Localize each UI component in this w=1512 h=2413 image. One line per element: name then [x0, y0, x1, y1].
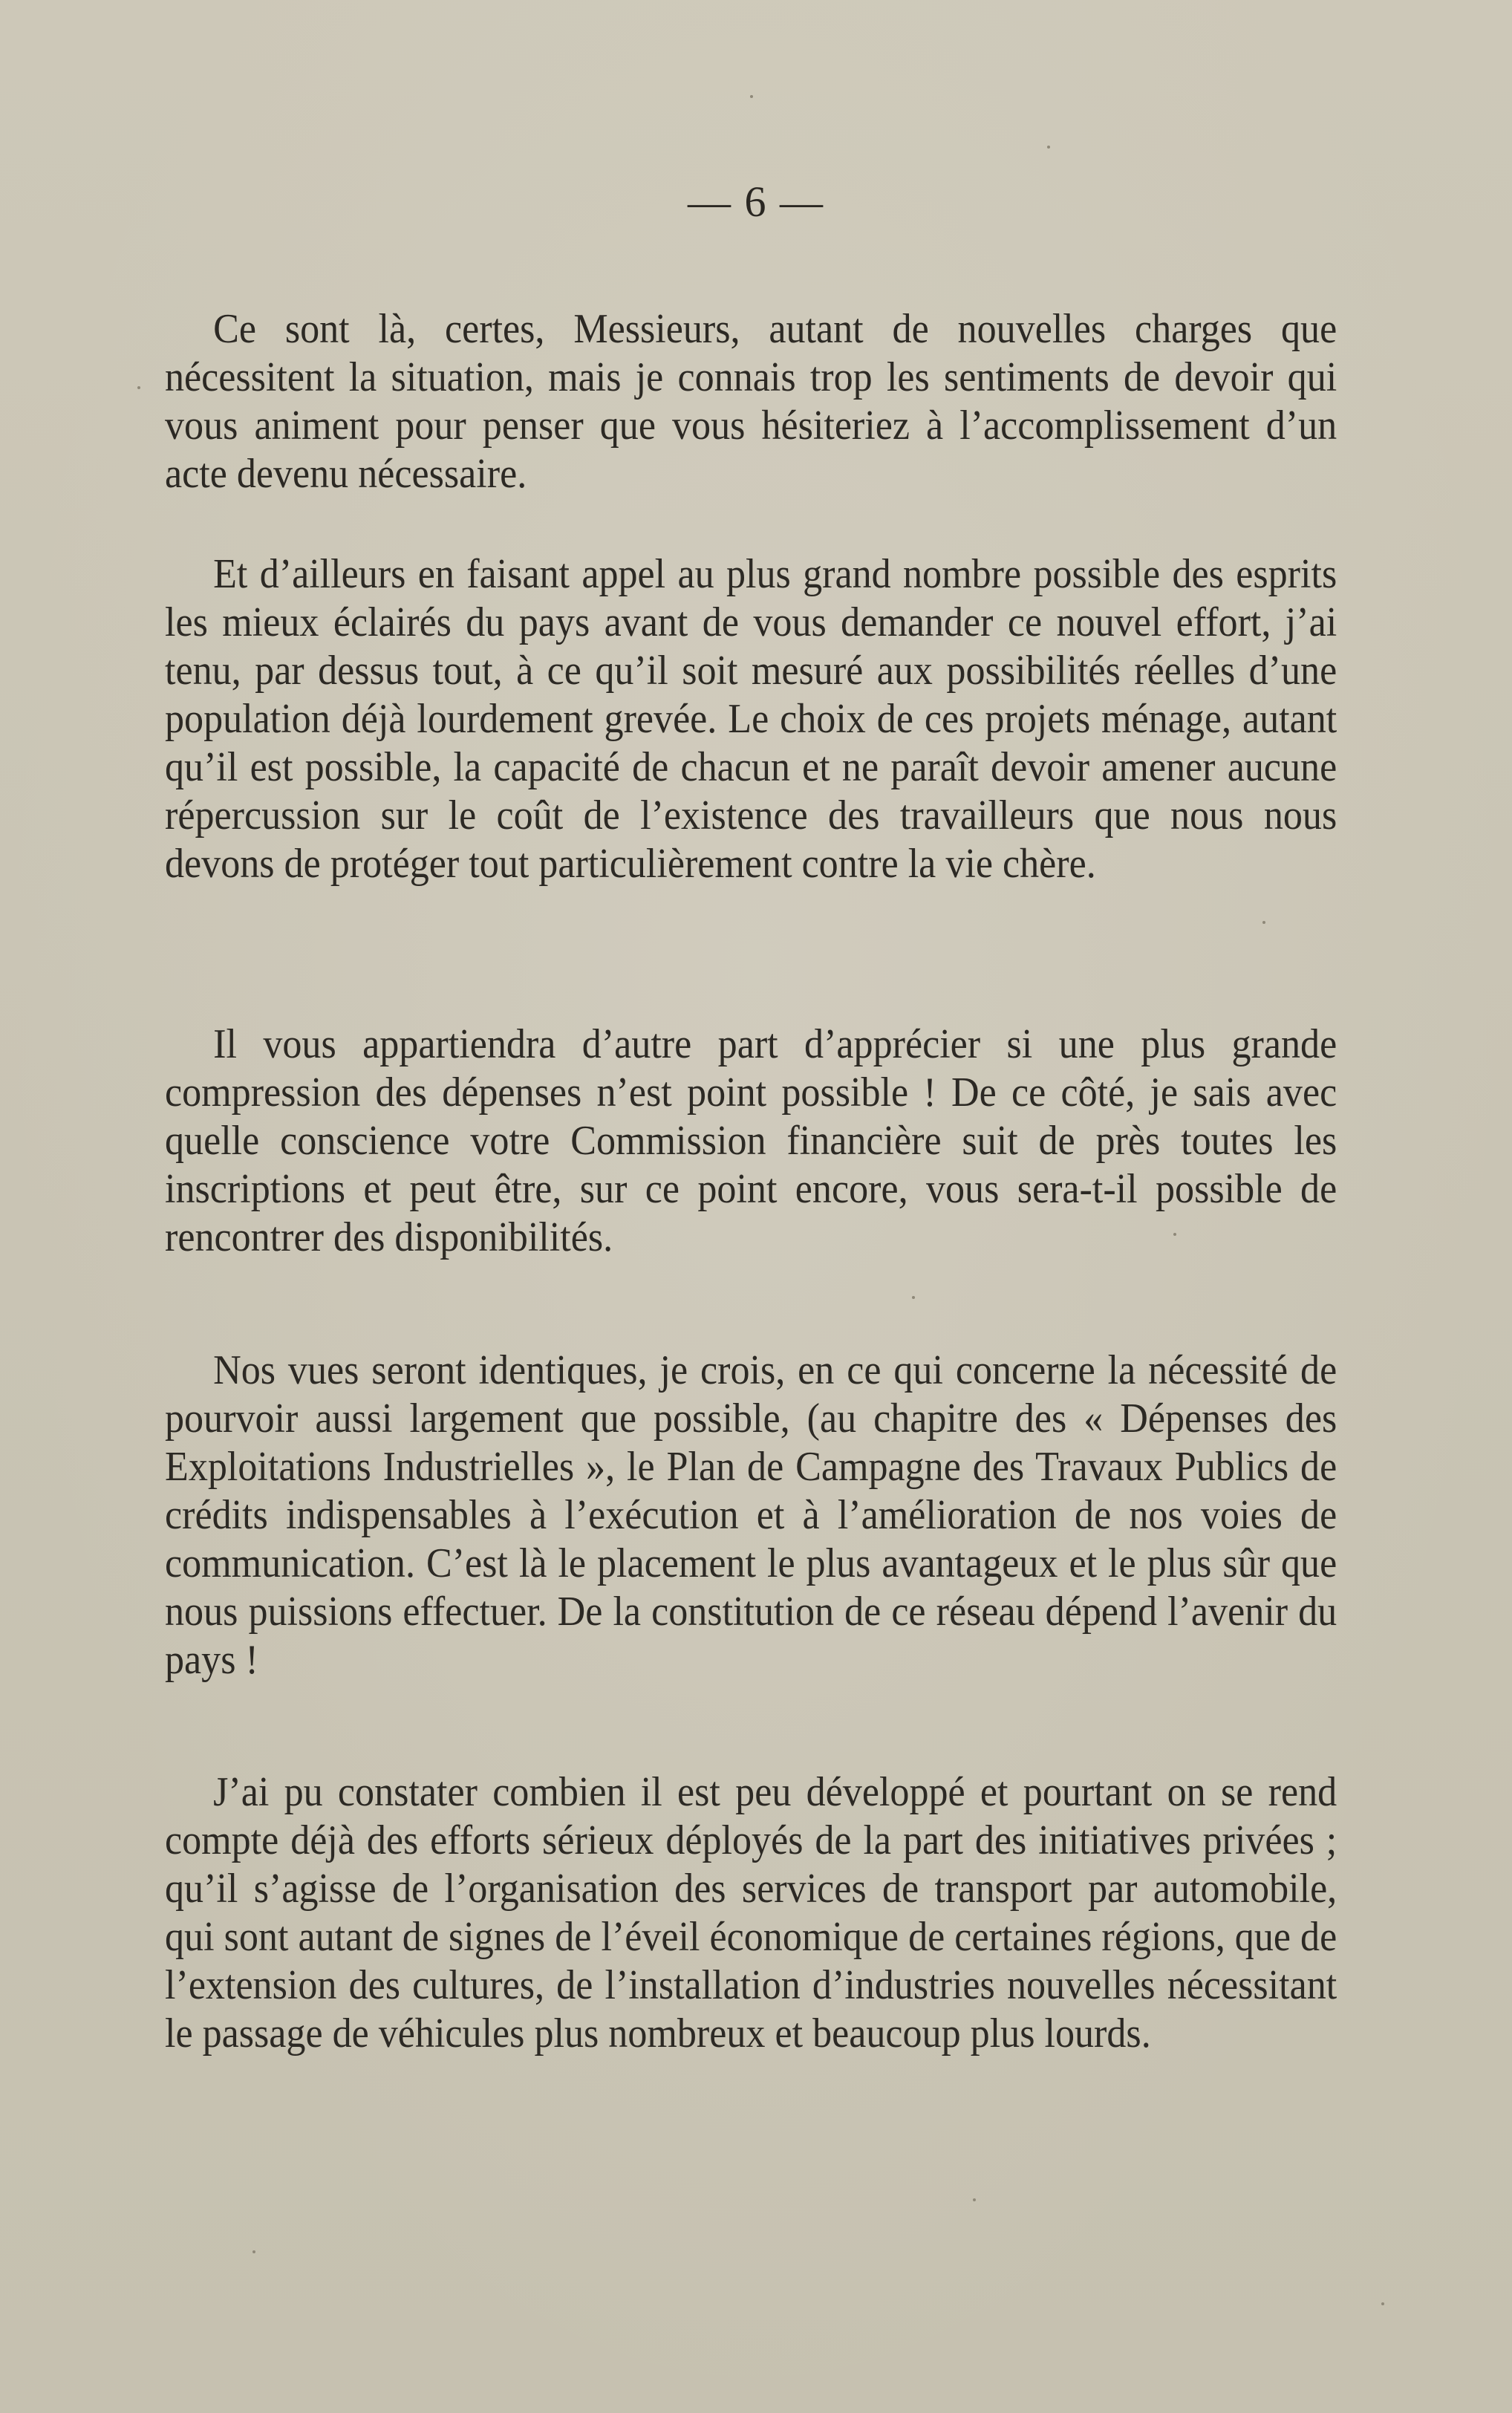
paper-speck [912, 1296, 915, 1299]
paper-speck [1262, 921, 1265, 924]
paper-speck [252, 2250, 255, 2253]
paragraph-compression: Il vous appartiendra d’autre part d’apprécier si une plus grande compression des dépenses n’est point possible ! De ce côté, je sais avec quelle conscience votre Commission financière suit de près toutes les inscriptions et peut être, sur ce point encore, vous sera-t-il possible de rencontrer des disponibilités. [165, 1021, 1337, 1260]
paper-speck [750, 95, 753, 98]
page-number: — 6 — [688, 178, 824, 226]
paper-speck [137, 386, 140, 389]
paragraph-effort: Et d’ailleurs en faisant appel au plus grand nombre possible des esprits les mieux éclairés du pays avant de vous demander ce nouvel effort, j’ai tenu, par dessus tout, à ce qu’il soit mesuré aux possibilités réelles d’une population déjà lourdement grevée. Le choix de ces projets ménage, autant qu’il est possible, la capacité de chacun et ne paraît devoir amener aucune répercussion sur le coût de l’existence des travailleurs que nous nous devons de protéger tout particulièrement contre la vie chère. [165, 551, 1337, 887]
paper-speck [1047, 146, 1050, 149]
paragraph-charges: Ce sont là, certes, Messieurs, autant de nouvelles charges que nécessitent la situation, mais je connais trop les sentiments de devoir qui vous animent pour penser que vous hésiteriez à l’accomplissement d’un acte devenu nécessaire. [165, 306, 1337, 497]
paper-speck [1381, 2302, 1384, 2305]
paragraph-travaux-publics: Nos vues seront identiques, je crois, en ce qui concerne la nécessité de pourvoir aussi largement que possible, (au chapitre des « Dépenses des Exploitations Industrielles », le Plan de Campagne des Travaux Publics de crédits indispensables à l’exécution et à l’amélioration de nos voies de communication. C’est là le placement le plus avantageux et le plus sûr que nous puissions effectuer. De la constitution de ce réseau dépend l’avenir du pays ! [165, 1347, 1337, 1683]
paper-speck [973, 2198, 976, 2201]
paragraph-initiatives: J’ai pu constater combien il est peu développé et pourtant on se rend compte déjà des efforts sérieux déployés de la part des initiatives privées ; qu’il s’agisse de l’organisation des services de transport par automobile, qui sont autant de signes de l’éveil économique de certaines régions, que de l’extension des cultures, de l’installation d’industries nouvelles nécessitant le passage de véhicules plus nombreux et beaucoup plus lourds. [165, 1769, 1337, 2057]
paper-speck [1173, 1233, 1176, 1236]
